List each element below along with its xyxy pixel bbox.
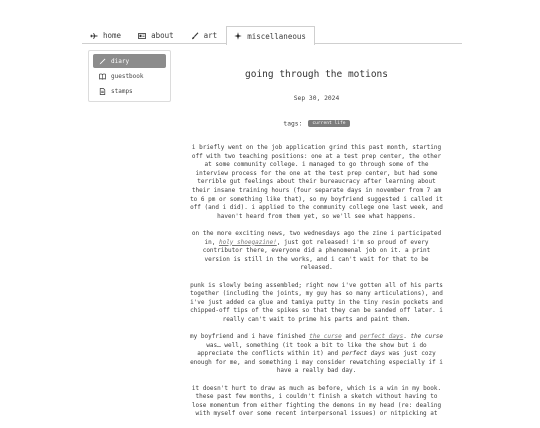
zine-link[interactable]: holy shoegazine! (218, 238, 277, 246)
paragraph-shows (190, 333, 443, 376)
brush-icon (191, 32, 199, 40)
pencil-icon (99, 58, 106, 65)
sidebar-item-guestbook[interactable] (93, 69, 166, 83)
tab-art-label: art (203, 31, 218, 40)
tab-about[interactable] (130, 26, 183, 44)
perfect-days-link[interactable]: perfect days (359, 333, 404, 341)
text-span: , just got released! i'm so proud of every contributor there, everyone did a phenomenal job on it. a print version is still in the works, and i can't wait for that to be released. (202, 238, 431, 272)
sidebar-item-label: guestbook (111, 72, 144, 80)
tab-miscellaneous[interactable] (226, 26, 315, 45)
the-curse-title: the curse (410, 333, 443, 341)
sidebar-item-label: diary (111, 57, 130, 65)
text-span: was just cozy enough for me, and something i may consider rewatching especially if i have a really bad day. (190, 350, 443, 375)
tab-miscellaneous-label: miscellaneous (247, 31, 306, 41)
sidebar-item-stamps[interactable] (93, 84, 166, 98)
sidebar (88, 50, 171, 102)
the-curse-link[interactable]: the curse (309, 333, 342, 341)
paragraph-punk: punk is slowly being assembled; right now i've gotten all of his parts together (including the joints, my guy has so many articulations), and i've just added ca glue and tamiya putty in the tiny resin pockets and chipped-off tips of the spikes so that they can be sanded off later. i really can't wait to prime his parts and paint them. (190, 281, 443, 323)
tab-about-label: about (151, 31, 174, 40)
text-span: my boyfriend and i have finished (190, 333, 310, 341)
post-body (190, 144, 443, 428)
id-card-icon (138, 32, 146, 40)
tab-home[interactable] (82, 26, 130, 44)
sidebar-item-label: stamps (111, 87, 133, 95)
text-span: was… well, something (it took a bit to like the show but i do appreciate the conflicts within it) and (197, 341, 427, 358)
tab-art[interactable] (183, 26, 227, 44)
tab-home-label: home (103, 31, 122, 40)
text-span: . (403, 333, 411, 341)
post-tags (190, 120, 443, 128)
post-date: Sep 30, 2024 (293, 95, 340, 102)
perfect-days-title: perfect days (341, 350, 386, 358)
tags-label: tags: (283, 120, 303, 128)
top-nav (82, 26, 462, 44)
tag-current-life[interactable]: current life (308, 120, 349, 127)
document-icon (99, 88, 106, 95)
paragraph-zine (190, 230, 443, 273)
text-span: on the more exciting news, two wednesdays ago the zine i participated in, (191, 229, 442, 246)
airplane-icon (90, 32, 98, 40)
sparkle-icon (234, 32, 242, 40)
text-span: and (341, 333, 360, 341)
book-icon (99, 73, 106, 80)
paragraph-job-search: i briefly went on the job application grind this past month, starting off with two teaching positions: one at a test prep center, the other at some community college. i managed to go through some of the interview process for the one at the test prep center, but had some terrible gut feelings about their bureaucracy after learning about their insane training hours (four separate days in november from 7 am to 6 pm or something like that), so my boyfriend suggested i called it off (and i did). i applied to the community college one last week, and haven't heard from them yet, so we'll see what happens. (190, 144, 443, 220)
post-title: going through the motions (245, 69, 388, 80)
paragraph-drawing: it doesn't hurt to draw as much as before, which is a win in my book. these past few months, i couldn't finish a sketch without having to lose momentum from either fighting the demons in my head (re: dealing with myself over some recent interpersonal issues) or nitpicking at (191, 384, 442, 418)
sidebar-item-diary[interactable] (93, 54, 166, 68)
